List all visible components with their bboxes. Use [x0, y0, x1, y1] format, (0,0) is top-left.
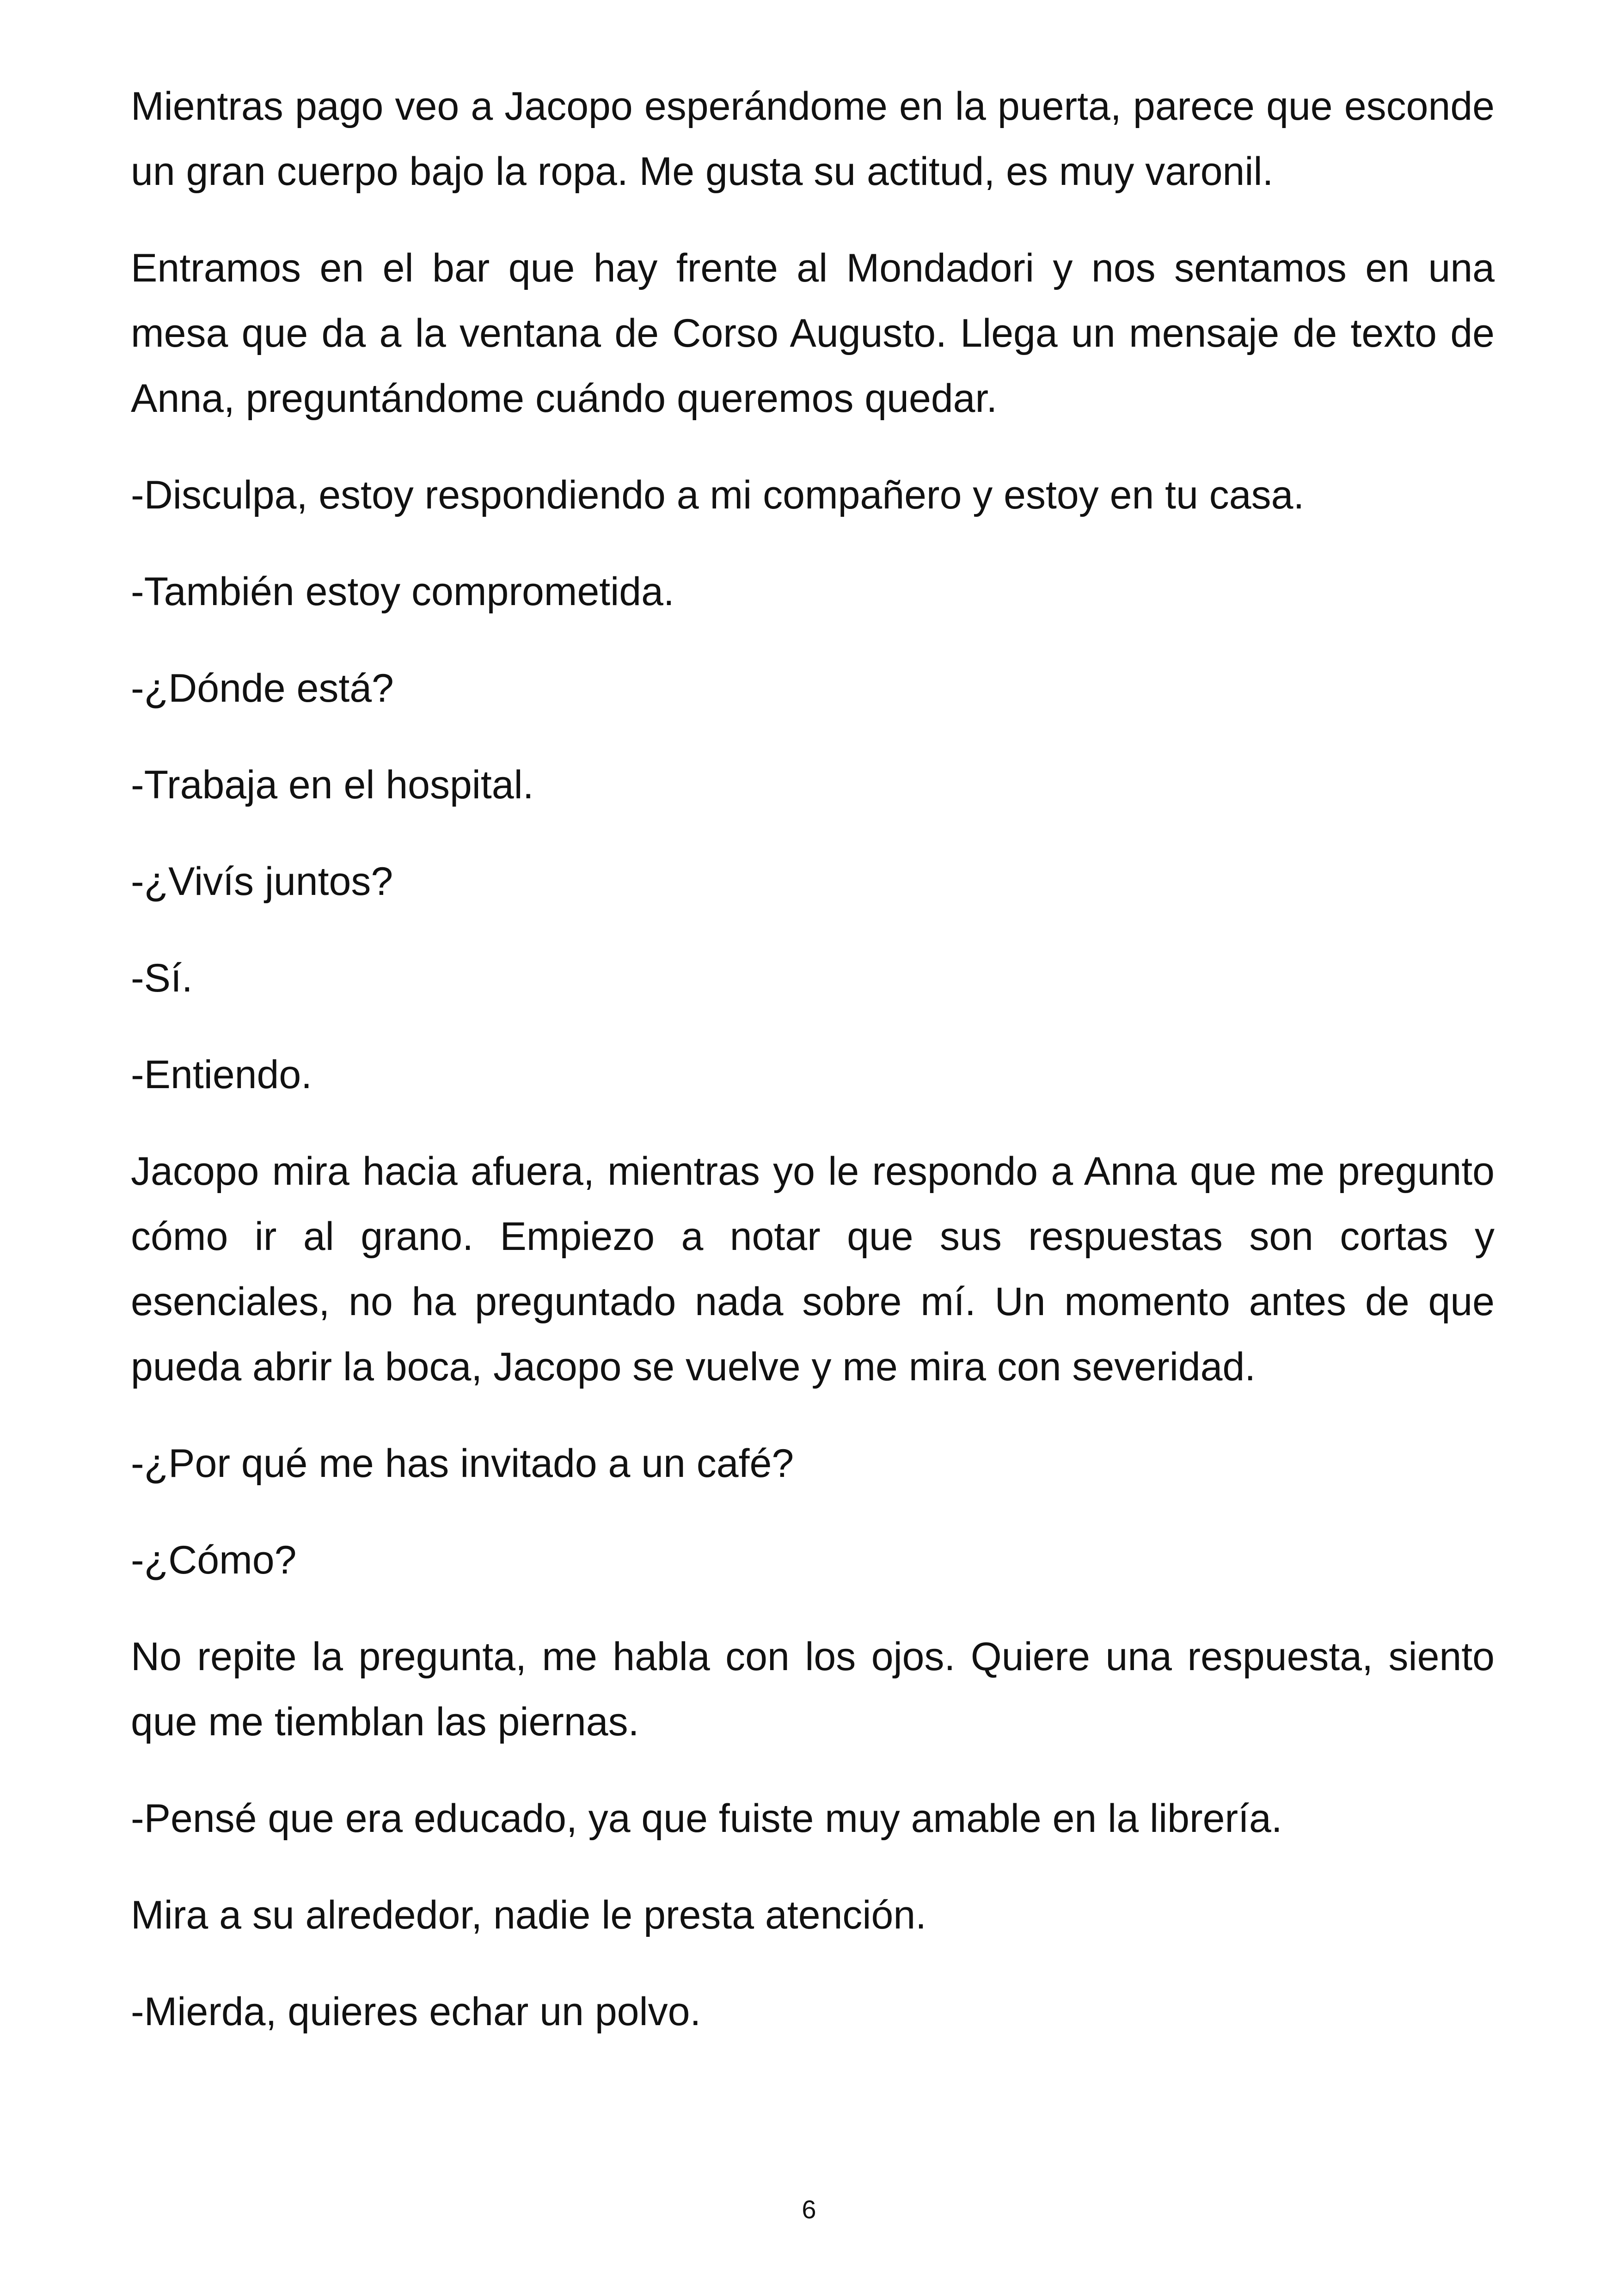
dialogue-line: -¿Cómo?	[131, 1538, 297, 1582]
dialogue-line: -Trabaja en el hospital.	[131, 763, 534, 807]
dialogue-line: -Disculpa, estoy respondiendo a mi compañero y estoy en tu casa.	[131, 473, 1305, 517]
dialogue-line: -¿Vivís juntos?	[131, 859, 393, 904]
paragraph: No repite la pregunta, me habla con los ojos. Quiere una respuesta, siento que me tiemblan las piernas.	[131, 1635, 1495, 1744]
paragraph: Jacopo mira hacia afuera, mientras yo le respondo a Anna que me pregunto cómo ir al grano. Empiezo a notar que sus respuestas son cortas y esenciales, no ha preguntado nada sobre mí. Un momento antes de que pueda abrir la boca, Jacopo se vuelve y me mira con severidad.	[131, 1149, 1495, 1389]
dialogue-line: -Entiendo.	[131, 1053, 313, 1097]
body-text	[131, 74, 1495, 2076]
dialogue-line: -¿Dónde está?	[131, 666, 394, 710]
paragraph: Mientras pago veo a Jacopo esperándome en la puerta, parece que esconde un gran cuerpo bajo la ropa. Me gusta su actitud, es muy varonil.	[131, 84, 1495, 194]
dialogue-line: -¿Por qué me has invitado a un café?	[131, 1441, 794, 1486]
paragraph: Mira a su alrededor, nadie le presta atención.	[131, 1893, 927, 1937]
dialogue-line: -Sí.	[131, 956, 193, 1000]
page-number: 6	[802, 2195, 816, 2224]
dialogue-line: -Mierda, quieres echar un polvo.	[131, 1990, 701, 2034]
dialogue-line: -Pensé que era educado, ya que fuiste muy amable en la librería.	[131, 1796, 1282, 1841]
paragraph: Entramos en el bar que hay frente al Mondadori y nos sentamos en una mesa que da a la ventana de Corso Augusto. Llega un mensaje de texto de Anna, preguntándome cuándo queremos quedar.	[131, 246, 1495, 421]
dialogue-line: -También estoy comprometida.	[131, 569, 674, 614]
